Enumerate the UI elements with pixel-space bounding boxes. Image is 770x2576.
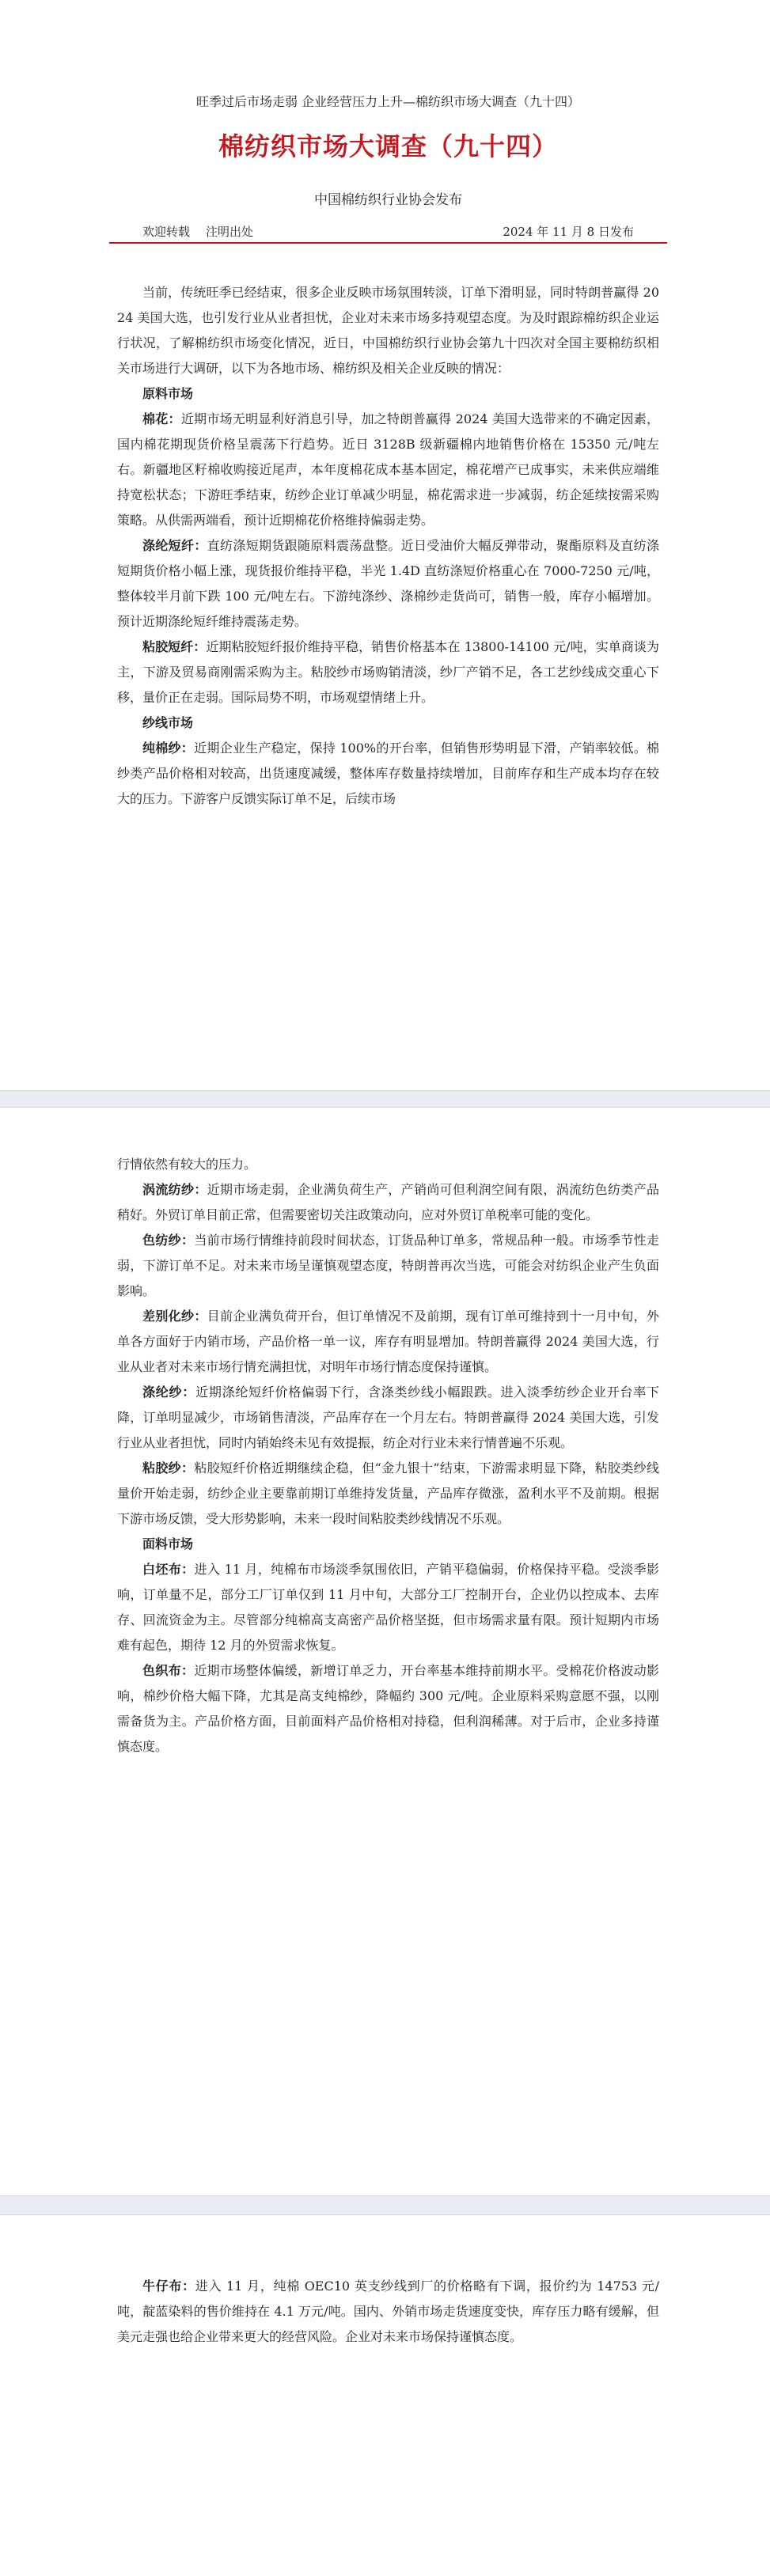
document-page-1 — [0, 0, 770, 1090]
source-note: 注明出处 — [206, 225, 254, 239]
body-page-1 — [117, 280, 659, 812]
white-fabric-paragraph — [117, 1557, 659, 1658]
viscose-yarn-text: 粘胶短纤价格近期继续企稳，但“金九银十”结束，下游需求明显下降，粘胶类纱线量价开始走弱，纺纱企业主要靠前期订单维持发货量，产品库存微涨，盈利水平不及前期。根据下游市场反馈，受大形势影响，未来一段时间粘胶类纱线情况不乐观。 — [117, 1460, 659, 1526]
colored-term: 色纺纱： — [142, 1233, 195, 1248]
pure-cotton-text: 近期企业生产稳定，保持 100%的开台率，但销售形势明显下滑，产销率较低。棉纱类产品价格相对较高，出货速度减缓，整体库存数量持续增加，目前库存和生产成本均存在较大的压力。下游客户反馈实际订单不足，后续市场 — [117, 741, 659, 806]
dyed-fabric-paragraph — [117, 1658, 659, 1760]
cotton-paragraph — [117, 407, 659, 533]
viscose-paragraph — [117, 635, 659, 710]
pure-cotton-term: 纯棉纱： — [142, 741, 195, 756]
report-subtitle: 旺季过后市场走弱 企业经营压力上升—棉纺织市场大调查（九十四） — [195, 94, 581, 109]
differentiated-term: 差别化纱： — [142, 1309, 207, 1324]
viscose-text: 近期粘胶短纤报价维持平稳，销售价格基本在 13800-14100 元/吨，实单商谈为主，下游及贸易商刚需采购为主。粘胶纱市场购销清淡，纱厂产销不足，各工艺纱线成交重心下移，量价正在走弱。国际局势不明，市场观望情绪上升。 — [117, 639, 659, 705]
polyester-yarn-text: 近期涤纶短纤价格偏弱下行，含涤类纱线小幅跟跌。进入淡季纺纱企业开台率下降，订单明显减少，市场销售清淡，产品库存在一个月左右。特朗普赢得 2024 美国大选，引发行业从业者担忧，同时内销始终未见有效提振，纺企对行业未来行情普遍不乐观。 — [117, 1385, 659, 1450]
polyester-yarn-term: 涤纶纱： — [142, 1385, 196, 1400]
section-heading-yarn: 纱线市场 — [142, 715, 194, 730]
meta-row — [117, 224, 659, 242]
vortex-paragraph — [117, 1177, 659, 1228]
viscose-term: 粘胶短纤： — [142, 639, 207, 654]
vortex-term: 涡流纺纱： — [142, 1182, 207, 1197]
dyed-fabric-term: 色织布： — [142, 1663, 195, 1678]
page-break — [0, 2195, 770, 2215]
pure-cotton-continued: 行情依然有较大的压力。 — [117, 1157, 257, 1172]
document-page-2 — [0, 1108, 770, 2195]
intro-paragraph: 当前，传统旺季已经结束，很多企业反映市场氛围转淡，订单下滑明显，同时特朗普赢得 2024 美国大选，也引发行业从业者担忧，企业对未来市场多持观望态度。为及时跟踪棉纺织企业运行状况，了解棉纺织市场变化情况，近日，中国棉纺织行业协会第九十四次对全国主要棉纺织相关市场进行大调研，以下为各地市场、棉纺织及相关企业反映的情况： — [117, 285, 659, 376]
dyed-fabric-text: 近期市场整体偏缓，新增订单乏力，开台率基本维持前期水平。受棉花价格波动影响，棉纱价格大幅下降，尤其是高支纯棉纱，降幅约 300 元/吨。企业原料采购意愿不强，以刚需备货为主。产品价格方面，目前面料产品价格相对持稳，但利润稀薄。对于后市，企业多持谨慎态度。 — [117, 1663, 659, 1754]
viscose-yarn-paragraph — [117, 1456, 659, 1532]
reprint-note — [142, 224, 253, 240]
denim-paragraph — [117, 2274, 659, 2350]
polyester-term: 涤纶短纤： — [142, 538, 207, 553]
polyester-text: 直纺涤短期货跟随原料震荡盘整。近日受油价大幅反弹带动，聚酯原料及直纺涤短期货价格小幅上涨，现货报价维持平稳，半光 1.4D 直纺涤短价格重心在 7000-7250 元/吨，整体较半月前下跌 100 元/吨左右。下游纯涤纱、涤棉纱走货尚可，销售一般，库存小幅增加。预计近期涤纶短纤维持震荡走势。 — [117, 538, 659, 629]
pure-cotton-paragraph — [117, 736, 659, 812]
reprint-welcome: 欢迎转载 — [142, 225, 191, 239]
colored-paragraph — [117, 1228, 659, 1304]
viscose-yarn-term: 粘胶纱： — [142, 1460, 195, 1476]
colored-text: 当前市场行情维持前段时间状态，订货品种订单多，常规品种一般。市场季节性走弱，下游订单不足。对未来市场呈谨慎观望态度，特朗普再次当选，可能会对纺织企业产生负面影响。 — [117, 1233, 659, 1298]
white-fabric-text: 进入 11 月，纯棉布市场淡季氛围依旧，产销平稳偏弱，价格保持平稳。受淡季影响，订单量不足，部分工厂订单仅到 11 月中旬，大部分工厂控制开台，企业仍以控成本、去库存、回流资金为主。尽管部分纯棉高支高密产品价格坚挺，但市场需求量有限。预计短期内市场难有起色，期待 12 月的外贸需求恢复。 — [117, 1562, 659, 1653]
report-title: 棉纺织市场大调查（九十四） — [218, 131, 558, 161]
vortex-text: 近期市场走弱，企业满负荷生产，产销尚可但利润空间有限，涡流纺色纺类产品稍好。外贸订单目前正常，但需要密切关注政策动向，应对外贸订单税率可能的变化。 — [117, 1182, 659, 1222]
publisher-line: 中国棉纺织行业协会发布 — [314, 192, 462, 208]
section-heading-raw-materials: 原料市场 — [142, 386, 194, 401]
polyester-paragraph — [117, 533, 659, 635]
body-page-2 — [117, 1152, 659, 1760]
page-break — [0, 1090, 770, 1108]
publish-date: 2024 年 11 月 8 日发布 — [503, 225, 634, 239]
cotton-term: 棉花： — [142, 411, 181, 426]
denim-text: 进入 11 月，纯棉 OEC10 英支纱线到厂的价格略有下调，报价约为 14753 元/吨，靛蓝染料的售价维持在 4.1 万元/吨。国内、外销市场走货速度变快，库存压力略有缓解，但美元走强也给企业带来更大的经营风险。企业对未来市场保持谨慎态度。 — [117, 2279, 659, 2344]
polyester-yarn-paragraph — [117, 1380, 659, 1456]
differentiated-paragraph — [117, 1304, 659, 1380]
body-page-3 — [117, 2274, 659, 2350]
cotton-text: 近期市场无明显利好消息引导，加之特朗普赢得 2024 美国大选带来的不确定因素，国内棉花期现货价格呈震荡下行趋势。近日 3128B 级新疆棉内地销售价格在 15350 元/吨左右。新疆地区籽棉收购接近尾声，本年度棉花成本基本固定，棉花增产已成事实，未来供应端维持宽松状态；下游旺季结束，纺纱企业订单减少明显，棉花需求进一步减弱，纺企延续按需采购策略。从供需两端看，预计近期棉花价格维持偏弱走势。 — [117, 411, 659, 528]
white-fabric-term: 白坯布： — [142, 1562, 195, 1577]
denim-term: 牛仔布： — [142, 2279, 195, 2294]
differentiated-text: 目前企业满负荷开台，但订单情况不及前期，现有订单可维持到十一月中旬，外单各方面好于内销市场，产品价格一单一议，库存有明显增加。特朗普赢得 2024 美国大选，行业从业者对未来市场行情充满担忧，对明年市场行情态度保持谨慎。 — [117, 1309, 659, 1374]
header-divider — [109, 242, 667, 244]
document-page-3 — [0, 2215, 770, 2576]
section-heading-fabric: 面料市场 — [142, 1536, 194, 1551]
